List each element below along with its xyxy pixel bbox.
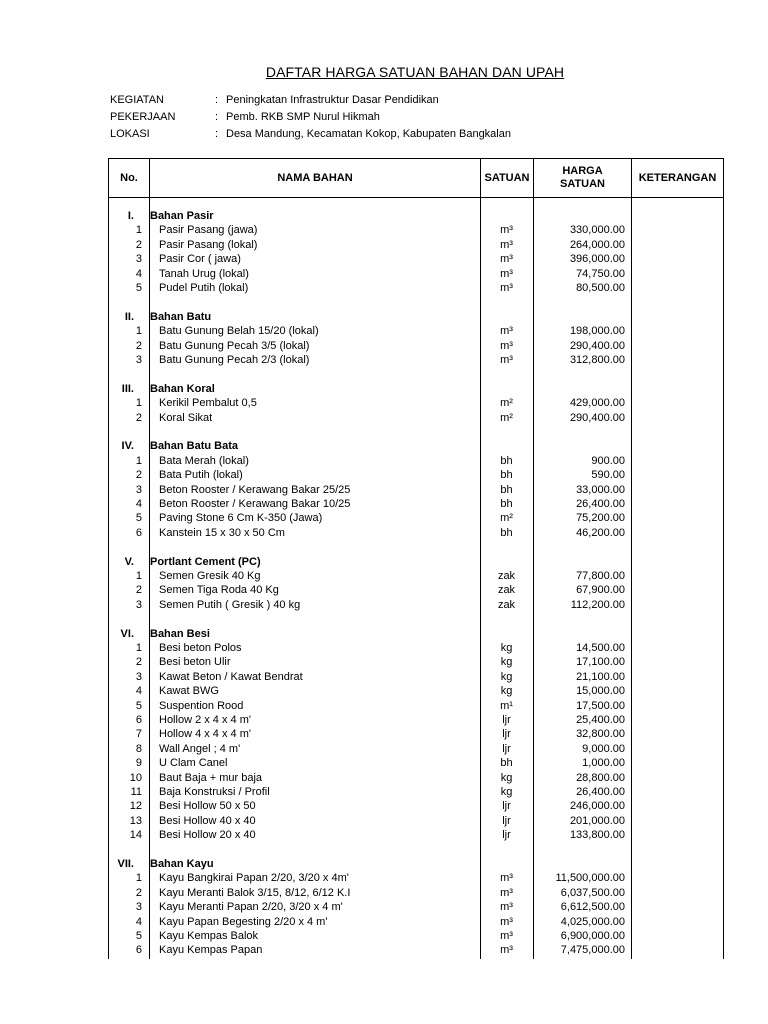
item-price: 590.00	[591, 469, 625, 482]
item-unit: zak	[497, 584, 516, 597]
item-name: Bata Putih (lokal)	[159, 469, 243, 482]
table-row	[109, 396, 723, 410]
table-row	[109, 281, 723, 295]
item-number: 5	[135, 512, 142, 525]
section-number: VI.	[120, 627, 134, 640]
table-row	[109, 583, 723, 597]
header-price-line1: HARGA	[562, 165, 603, 177]
item-price: 80,500.00	[576, 282, 625, 294]
item-price: 6,900,000.00	[560, 930, 625, 942]
item-name: Baut Baja + mur baja	[159, 771, 263, 784]
item-number: 5	[135, 699, 142, 712]
table-row	[109, 454, 723, 468]
header-price	[534, 159, 631, 197]
item-number: 7	[135, 728, 142, 741]
item-unit: kg	[500, 786, 513, 798]
item-price: 4,025,000.00	[560, 915, 625, 928]
item-price: 429,000.00	[569, 397, 625, 410]
item-unit: m²	[500, 411, 513, 424]
item-price: 246,000.00	[569, 800, 625, 813]
item-number: 10	[129, 771, 142, 784]
item-name: Kayu Meranti Papan 2/20, 3/20 x 4 m'	[159, 901, 343, 914]
item-price: 17,100.00	[576, 656, 625, 669]
table-row	[109, 900, 723, 914]
table-row	[109, 569, 723, 583]
table-row	[109, 598, 723, 612]
table-row	[109, 915, 723, 929]
item-name: Besi Hollow 20 x 40	[159, 829, 256, 842]
item-name: Kayu Bangkirai Papan 2/20, 3/20 x 4m'	[159, 872, 349, 885]
item-name: Tanah Urug (lokal)	[159, 267, 249, 280]
item-price: 21,100.00	[576, 670, 625, 683]
table-row	[109, 799, 723, 813]
item-number: 11	[130, 786, 142, 798]
item-name: Besi Hollow 40 x 40	[159, 814, 256, 827]
table-row	[109, 411, 723, 425]
item-name: Kayu Meranti Balok 3/15, 8/12, 6/12 K.I	[159, 886, 351, 899]
table-row	[109, 670, 723, 684]
table-row	[109, 324, 723, 338]
item-number: 1	[135, 224, 142, 237]
item-name: Koral Sikat	[159, 411, 213, 424]
section-title: Bahan Batu Bata	[150, 440, 239, 453]
item-price: 74,750.00	[576, 267, 625, 280]
item-price: 264,000.00	[569, 238, 625, 251]
item-price: 112,200.00	[570, 598, 625, 611]
table-row	[109, 468, 723, 482]
item-number: 8	[135, 742, 142, 755]
table-row	[109, 828, 723, 842]
table-row	[109, 727, 723, 741]
item-number: 1	[135, 454, 142, 467]
info-label: PEKERJAAN	[110, 111, 176, 123]
item-unit: m²	[500, 512, 513, 525]
item-unit: kg	[500, 685, 513, 698]
item-name: Kerikil Pembalut 0,5	[159, 397, 257, 410]
section-header-row	[109, 555, 723, 569]
item-price: 7,475,000.00	[560, 944, 625, 957]
table-row	[109, 526, 723, 540]
item-name: Pasir Pasang (lokal)	[159, 238, 258, 251]
table-row	[109, 353, 723, 367]
table-row	[109, 511, 723, 525]
item-name: Semen Tiga Roda 40 Kg	[159, 584, 279, 597]
table-row	[109, 641, 723, 655]
table-row	[109, 238, 723, 252]
section-number: VII.	[117, 858, 134, 870]
item-name: Kayu Papan Begesting 2/20 x 4 m'	[159, 915, 328, 928]
item-price: 290,400.00	[569, 411, 625, 424]
item-number: 5	[135, 282, 142, 294]
section-header-row	[109, 310, 723, 324]
item-number: 1	[135, 570, 142, 582]
item-unit: m³	[500, 253, 513, 266]
item-name: Wall Angel ; 4 m'	[159, 742, 241, 755]
item-name: Baja Konstruksi / Profil	[159, 786, 270, 798]
header-price-line2: SATUAN	[559, 178, 605, 190]
item-price: 32,800.00	[576, 728, 625, 741]
item-price: 198,000.00	[569, 325, 625, 338]
item-unit: m³	[500, 325, 513, 338]
item-unit: m³	[500, 915, 513, 928]
item-number: 13	[129, 814, 142, 827]
section-title: Bahan Kayu	[150, 858, 214, 870]
header-no: No.	[120, 171, 138, 184]
item-number: 5	[135, 930, 142, 942]
table-row	[109, 771, 723, 785]
item-number: 2	[135, 411, 142, 424]
header-unit: SATUAN	[484, 171, 530, 184]
table-row	[109, 814, 723, 828]
item-number: 3	[135, 253, 142, 266]
item-unit: bh	[500, 526, 513, 539]
item-name: Pasir Pasang (jawa)	[159, 224, 258, 237]
section-number: I.	[127, 210, 134, 222]
item-unit: m³	[500, 872, 513, 885]
item-number: 3	[135, 354, 142, 366]
item-unit: m³	[500, 282, 513, 294]
table-row	[109, 886, 723, 900]
table-row	[109, 252, 723, 266]
item-name: Semen Gresik 40 Kg	[159, 570, 261, 582]
item-number: 3	[135, 483, 142, 496]
item-name: Beton Rooster / Kerawang Bakar 10/25	[159, 498, 351, 510]
info-label: LOKASI	[110, 128, 150, 140]
item-number: 2	[135, 339, 142, 352]
section-title: Bahan Besi	[150, 627, 210, 640]
section-title: Bahan Pasir	[150, 210, 214, 222]
item-number: 3	[135, 670, 142, 683]
section-header-row	[109, 382, 723, 396]
item-unit: bh	[500, 498, 513, 510]
section-number: II.	[124, 310, 134, 323]
item-number: 2	[135, 238, 142, 251]
item-number: 14	[129, 829, 142, 842]
item-price: 6,037,500.00	[560, 886, 625, 899]
table-row	[109, 684, 723, 698]
item-unit: kg	[500, 642, 513, 654]
item-name: Hollow 4 x 4 x 4 m'	[159, 728, 251, 741]
item-unit: m³	[500, 901, 513, 914]
info-value: Peningkatan Infrastruktur Dasar Pendidikan	[226, 94, 439, 106]
item-name: Bata Merah (lokal)	[159, 454, 249, 467]
item-name: Hollow 2 x 4 x 4 m'	[159, 714, 251, 726]
item-unit: kg	[500, 670, 513, 683]
item-unit: m³	[500, 267, 513, 280]
item-unit: bh	[500, 483, 513, 496]
section-header-row	[109, 439, 723, 453]
item-name: Pasir Cor ( jawa)	[159, 253, 241, 266]
item-number: 1	[135, 642, 142, 654]
item-price: 77,800.00	[576, 570, 625, 582]
item-price: 67,900.00	[576, 584, 625, 597]
item-price: 14,500.00	[576, 642, 625, 654]
table-row	[109, 339, 723, 353]
item-number: 6	[135, 526, 142, 539]
document-title: DAFTAR HARGA SATUAN BAHAN DAN UPAH	[265, 64, 565, 80]
item-name: Beton Rooster / Kerawang Bakar 25/25	[159, 483, 351, 496]
item-unit: bh	[500, 469, 513, 482]
table-row	[109, 742, 723, 756]
info-separator: :	[215, 128, 219, 140]
item-unit: ljr	[502, 800, 511, 813]
section-number: III.	[121, 382, 134, 395]
info-separator: :	[215, 94, 219, 106]
item-number: 4	[135, 498, 142, 510]
item-price: 133,800.00	[569, 829, 625, 842]
item-number: 9	[135, 757, 142, 770]
price-table	[108, 158, 724, 959]
item-price: 1,000.00	[582, 757, 625, 770]
header-name: NAMA BAHAN	[277, 171, 353, 184]
section-title: Bahan Batu	[150, 310, 212, 323]
item-unit: m³	[500, 224, 513, 237]
item-number: 2	[135, 656, 142, 669]
item-number: 6	[135, 714, 142, 726]
item-price: 9,000.00	[582, 742, 625, 755]
table-row	[109, 223, 723, 237]
section-header-row	[109, 627, 723, 641]
item-number: 1	[135, 872, 142, 885]
section-number: IV.	[121, 440, 134, 453]
info-value: Pemb. RKB SMP Nurul Hikmah	[226, 111, 380, 123]
item-price: 17,500.00	[576, 699, 625, 712]
item-unit: m³	[500, 354, 513, 366]
table-row	[109, 943, 723, 957]
section-number: V.	[124, 555, 134, 568]
item-price: 25,400.00	[576, 714, 625, 726]
item-unit: m³	[500, 944, 513, 957]
header-divider	[109, 197, 723, 198]
table-row	[109, 483, 723, 497]
item-unit: kg	[500, 771, 513, 784]
item-number: 12	[129, 800, 142, 813]
item-unit: ljr	[502, 728, 511, 741]
item-price: 75,200.00	[576, 512, 625, 525]
item-price: 6,612,500.00	[560, 901, 625, 914]
item-name: Besi Hollow 50 x 50	[159, 800, 256, 813]
section-header-row	[109, 857, 723, 871]
item-unit: zak	[497, 598, 516, 611]
table-row	[109, 497, 723, 511]
section-title: Portlant Cement (PC)	[150, 555, 261, 568]
item-name: Kawat Beton / Kawat Bendrat	[159, 670, 303, 683]
item-unit: m²	[500, 397, 513, 410]
item-number: 1	[135, 397, 142, 410]
item-number: 6	[135, 944, 142, 957]
item-unit: m³	[500, 238, 513, 251]
info-separator: :	[215, 111, 219, 123]
table-row	[109, 699, 723, 713]
item-price: 312,800.00	[569, 354, 625, 366]
item-unit: zak	[497, 570, 516, 582]
item-price: 290,400.00	[569, 339, 625, 352]
table-row	[109, 756, 723, 770]
info-value: Desa Mandung, Kecamatan Kokop, Kabupaten Bangkalan	[226, 128, 511, 140]
section-title: Bahan Koral	[150, 382, 215, 395]
item-number: 2	[135, 886, 142, 899]
item-name: Semen Putih ( Gresik ) 40 kg	[159, 598, 301, 611]
item-unit: bh	[500, 454, 513, 467]
item-unit: m³	[500, 930, 513, 942]
table-row	[109, 871, 723, 885]
item-name: Kayu Kempas Papan	[159, 944, 263, 957]
item-unit: bh	[500, 757, 513, 770]
table-row	[109, 785, 723, 799]
item-number: 3	[135, 598, 142, 611]
table-row	[109, 655, 723, 669]
item-name: Kayu Kempas Balok	[159, 930, 259, 942]
section-header-row	[109, 209, 723, 223]
item-name: Batu Gunung Pecah 3/5 (lokal)	[159, 339, 310, 352]
item-unit: ljr	[502, 829, 511, 842]
item-price: 396,000.00	[569, 253, 625, 266]
item-unit: ljr	[502, 714, 511, 726]
item-price: 26,400.00	[576, 498, 625, 510]
item-name: Besi beton Ulir	[159, 656, 231, 669]
item-unit: m³	[500, 339, 513, 352]
table-row	[109, 267, 723, 281]
item-name: Suspention Rood	[159, 699, 244, 712]
item-unit: m¹	[500, 699, 513, 712]
item-price: 46,200.00	[576, 526, 625, 539]
item-number: 1	[135, 325, 142, 338]
item-price: 33,000.00	[576, 483, 625, 496]
item-unit: ljr	[502, 742, 511, 755]
info-label: KEGIATAN	[110, 94, 164, 106]
item-name: U Clam Canel	[159, 757, 228, 770]
item-name: Batu Gunung Pecah 2/3 (lokal)	[159, 354, 310, 366]
item-unit: ljr	[502, 814, 511, 827]
item-price: 15,000.00	[576, 685, 625, 698]
item-name: Besi beton Polos	[159, 642, 242, 654]
item-price: 201,000.00	[569, 814, 625, 827]
item-number: 2	[135, 469, 142, 482]
item-price: 900.00	[591, 454, 625, 467]
item-price: 28,800.00	[576, 771, 625, 784]
item-name: Paving Stone 6 Cm K-350 (Jawa)	[159, 512, 323, 525]
item-name: Batu Gunung Belah 15/20 (lokal)	[159, 325, 319, 338]
item-price: 26,400.00	[576, 786, 625, 798]
item-price: 11,500,000.00	[555, 872, 625, 885]
table-row	[109, 929, 723, 943]
table-row	[109, 713, 723, 727]
item-price: 330,000.00	[569, 224, 625, 237]
item-name: Pudel Putih (lokal)	[159, 282, 249, 294]
item-number: 3	[135, 901, 142, 914]
item-number: 4	[135, 915, 142, 928]
header-note: KETERANGAN	[638, 171, 717, 184]
item-unit: m³	[500, 886, 513, 899]
item-unit: kg	[500, 656, 513, 669]
item-number: 2	[135, 584, 142, 597]
item-name: Kawat BWG	[159, 685, 219, 698]
item-name: Kanstein 15 x 30 x 50 Cm	[159, 526, 285, 539]
item-number: 4	[135, 685, 142, 698]
item-number: 4	[135, 267, 142, 280]
